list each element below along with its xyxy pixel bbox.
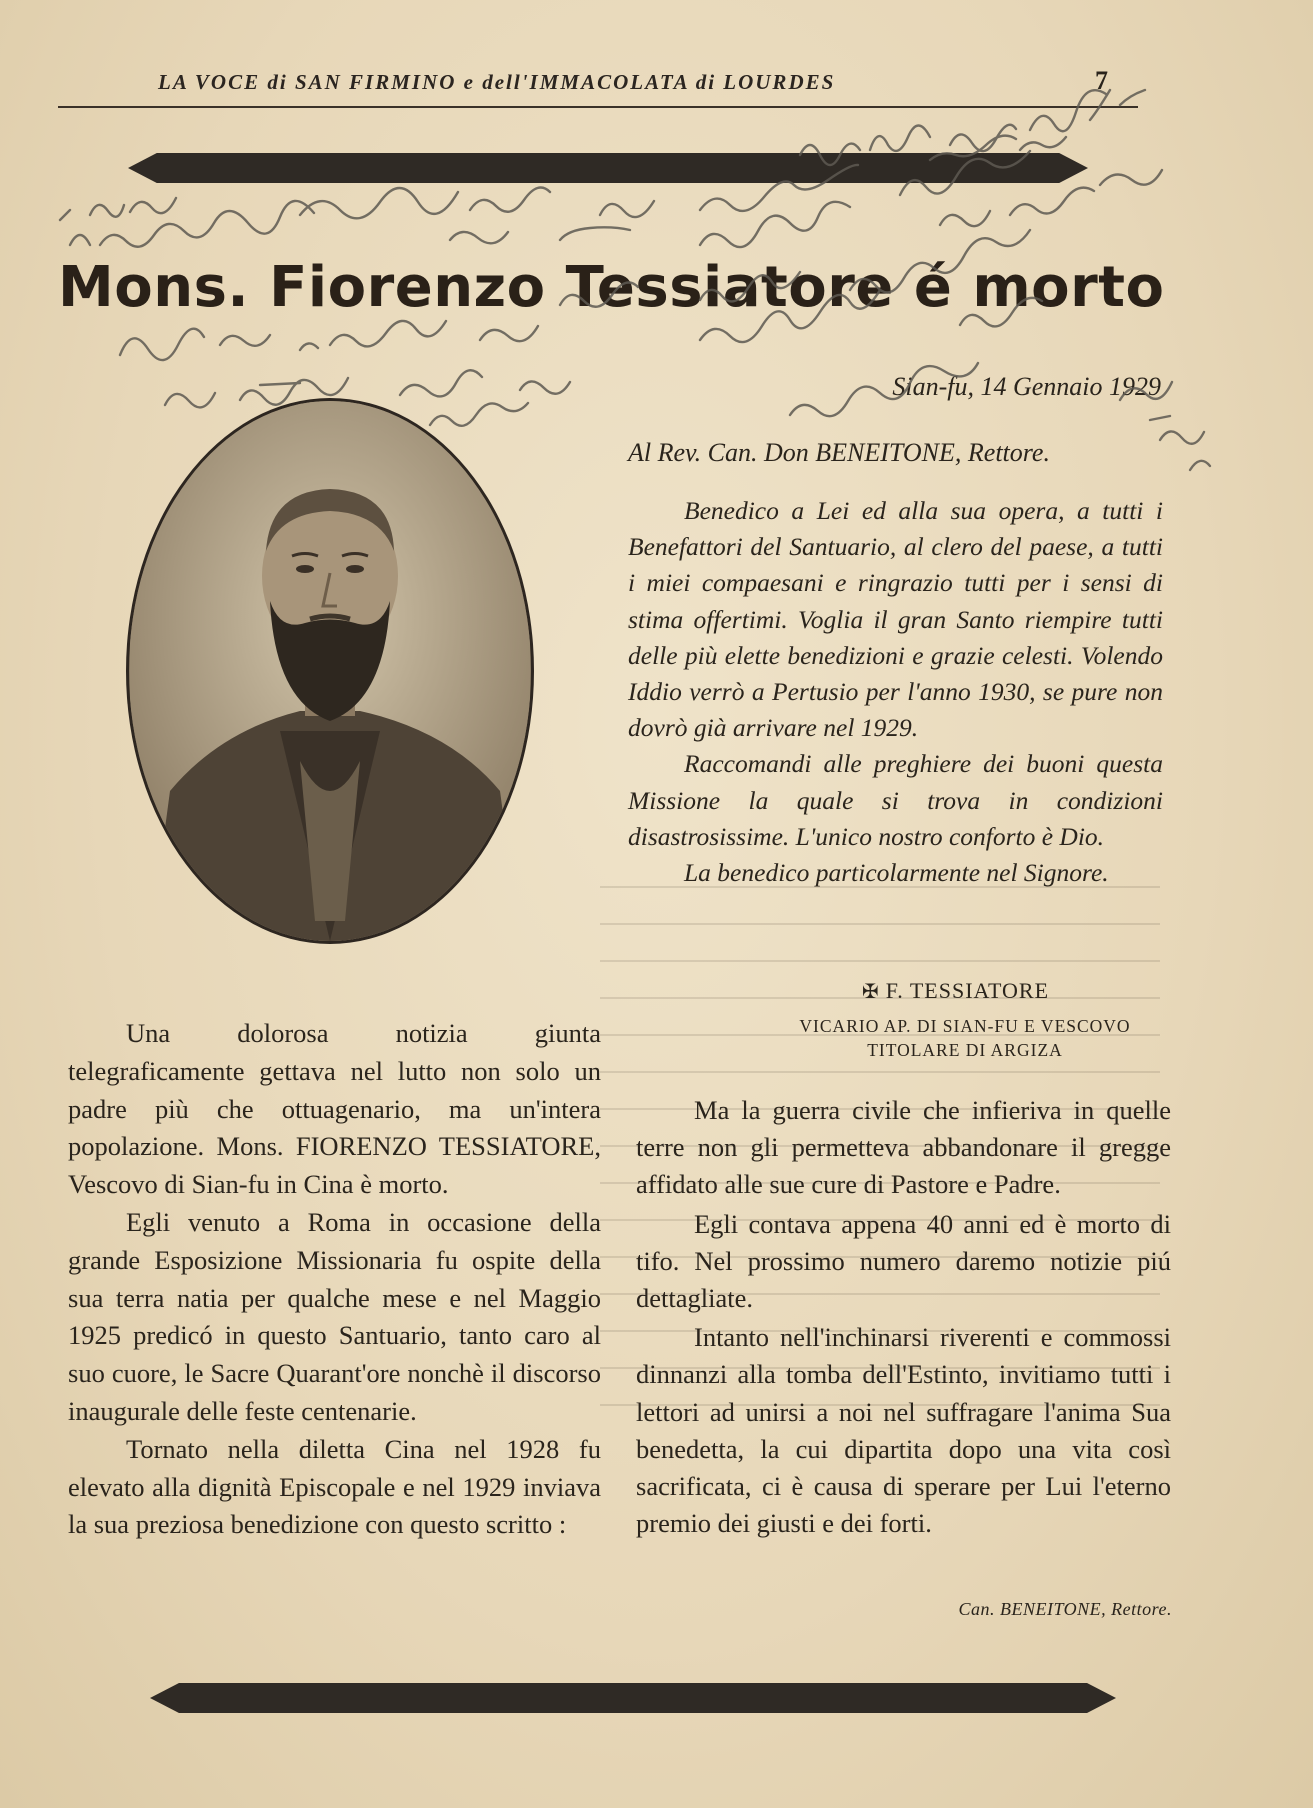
article-right-column xyxy=(636,1092,1171,1542)
letter-salutation: Al Rev. Can. Don BENEITONE, Rettore. xyxy=(628,438,1050,467)
article-paragraph: Intanto nell'inchinarsi riverenti e commossi dinnanzi alla tomba dell'Estinto, invitiamo tutti i lettori ad unirsi a noi nel suffragare l'anima Sua benedetta, la cui dipartita dopo una vita così sacrificata, ci è causa di sperare per Lui l'eterno premio dei giusti e dei forti. xyxy=(636,1322,1171,1539)
article-left-column xyxy=(68,1015,601,1544)
article-paragraph: Egli contava appena 40 anni ed è morto di tifo. Nel prossimo numero daremo notizie piú dettagliate. xyxy=(636,1208,1171,1314)
cross-icon: ✠ xyxy=(862,979,880,1003)
running-head xyxy=(58,66,1138,108)
letter-closing: La benedico particolarmente nel Signore. xyxy=(684,858,1109,888)
signature-name: F. TESSIATORE xyxy=(885,978,1050,1003)
letter-paragraph: Benedico a Lei ed alla sua opera, a tutti i Benefattori del Santuario, al clero del paese, a tutti i miei compaesani e ringrazio tutti per i sensi di stima offertimi. Voglia il gran Santo riempire tutti delle più elette benedizioni e grazie celesti. Volendo Iddio verrò a Pertusio per l'anno 1930, se pure non dovrò già arrivare nel 1929. xyxy=(628,496,1163,743)
top-ornamental-bar xyxy=(128,153,1088,183)
portrait-illustration xyxy=(129,401,531,941)
signature-title: VICARIO AP. DI SIAN-FU E VESCOVO TITOLARE DI ARGIZA xyxy=(799,1016,1131,1060)
letter-body xyxy=(628,493,1163,891)
bottom-ornamental-bar xyxy=(150,1683,1116,1713)
article-paragraph: Tornato nella diletta Cina nel 1928 fu elevato alla dignità Episcopale e nel 1929 inviava la sua preziosa benedizione con questo scritto : xyxy=(68,1433,601,1540)
oval-portrait-photo xyxy=(126,398,534,944)
article-paragraph: Una dolorosa notizia giunta telegraficamente gettava nel lutto non solo un padre più che ottuagenario, ma un'intera popolazione. Mons. FIORENZO TESSIATORE, Vescovo di Sian-fu in Cina è morto. xyxy=(68,1018,601,1200)
letter-signature xyxy=(862,978,1162,1004)
letter-paragraph: Raccomandi alle preghiere dei buoni questa Missione la quale si trova in condizioni disastrosissime. L'unico nostro conforto è Dio. xyxy=(628,749,1163,851)
article-author: Can. BENEITONE, Rettore. xyxy=(958,1599,1172,1619)
running-head-title: LA VOCE di SAN FIRMINO e dell'IMMACOLATA di LOURDES xyxy=(158,70,836,94)
article-paragraph: Egli venuto a Roma in occasione della grande Esposizione Missionaria fu ospite della sua terra natia per qualche mese e nel Maggio 1925 predicó in questo Santuario, tanto caro al suo cuore, le Sacre Quarant'ore nonchè il discorso inaugurale delle feste centenarie. xyxy=(68,1206,601,1426)
article-headline: Mons. Fiorenzo Tessiatore é morto xyxy=(58,255,1165,320)
article-paragraph: Ma la guerra civile che infieriva in quelle terre non gli permetteva abbandonare il gregge affidato alle sue cure di Pastore e Padre. xyxy=(636,1095,1171,1200)
letter-dateline: Sian-fu, 14 Gennaio 1929 xyxy=(892,372,1161,401)
page-number: 7 xyxy=(1095,66,1108,95)
